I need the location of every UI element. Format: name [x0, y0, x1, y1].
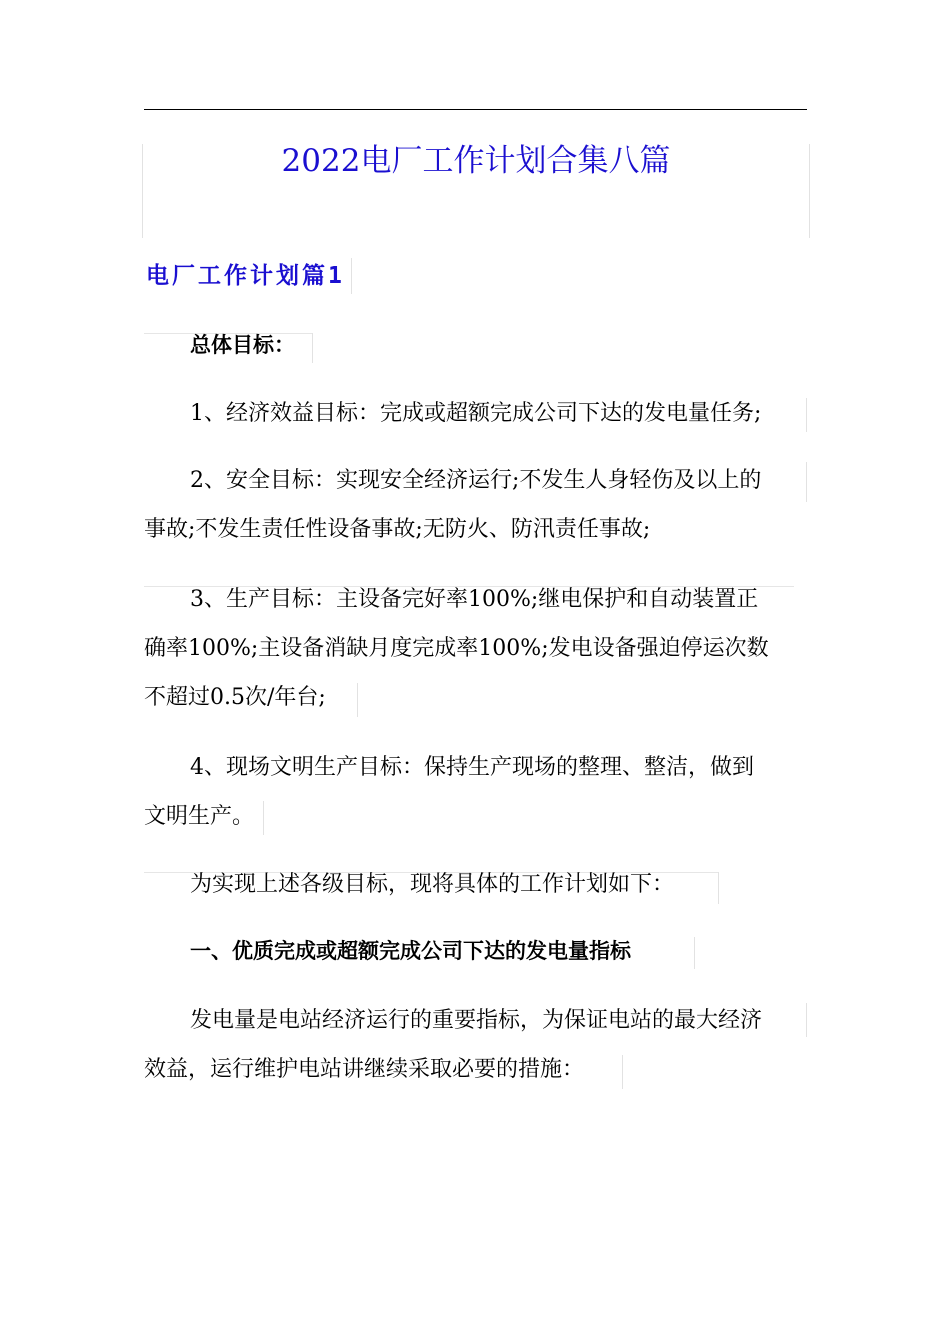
goal-4-line-1: 4、现场文明生产目标：保持生产现场的整理、整洁，做到	[190, 755, 754, 780]
goal-2	[144, 456, 809, 505]
layout-mark	[622, 1055, 623, 1089]
layout-mark	[806, 1003, 807, 1037]
title-block	[142, 144, 810, 238]
header-rule	[144, 109, 807, 110]
goal-2-line-2: 事故;不发生责任性设备事故;无防火、防汛责任事故;	[144, 517, 651, 542]
goal-3-line-3: 不超过0.5次/年台;	[144, 685, 326, 710]
heading-1: 一、优质完成或超额完成公司下达的发电量指标	[190, 939, 631, 963]
goal-4-cont	[144, 792, 809, 841]
para-1-line-1: 发电量是电站经济运行的重要指标，为保证电站的最大经济	[190, 1008, 763, 1033]
goal-3-line-2: 确率100%;主设备消缺月度完成率100%;发电设备强迫停运次数	[144, 636, 769, 661]
goal-2-cont	[144, 505, 809, 554]
layout-mark	[694, 937, 695, 969]
goal-3-cont-2	[144, 673, 809, 722]
goal-4	[144, 743, 809, 792]
goal-2-line-1: 2、安全目标：实现安全经济运行;不发生人身轻伤及以上的	[190, 468, 762, 493]
layout-mark	[718, 872, 719, 904]
document-title: 2022电厂工作计划合集八篇	[281, 143, 671, 179]
para-1	[144, 996, 809, 1045]
goal-3-cont	[144, 624, 809, 673]
goal-4-line-2: 文明生产。	[144, 804, 255, 829]
layout-mark	[263, 801, 264, 835]
plan-intro-text: 为实现上述各级目标，现将具体的工作计划如下：	[190, 872, 675, 897]
section-heading: 电厂工作计划篇1	[146, 258, 352, 294]
goal-1-text: 1、经济效益目标：完成或超额完成公司下达的发电量任务;	[190, 401, 762, 426]
para-1-line-2: 效益，运行维护电站讲继续采取必要的措施：	[144, 1057, 585, 1082]
goal-3	[144, 575, 809, 624]
overall-goal-label: 总体目标：	[190, 333, 295, 357]
goal-1	[144, 389, 809, 438]
layout-mark	[806, 462, 807, 502]
para-1-cont	[144, 1045, 809, 1094]
goal-3-line-1: 3、生产目标：主设备完好率100%;继电保护和自动装置正	[190, 587, 759, 612]
plan-intro	[144, 860, 809, 909]
layout-mark	[357, 683, 358, 717]
layout-mark	[806, 398, 807, 432]
